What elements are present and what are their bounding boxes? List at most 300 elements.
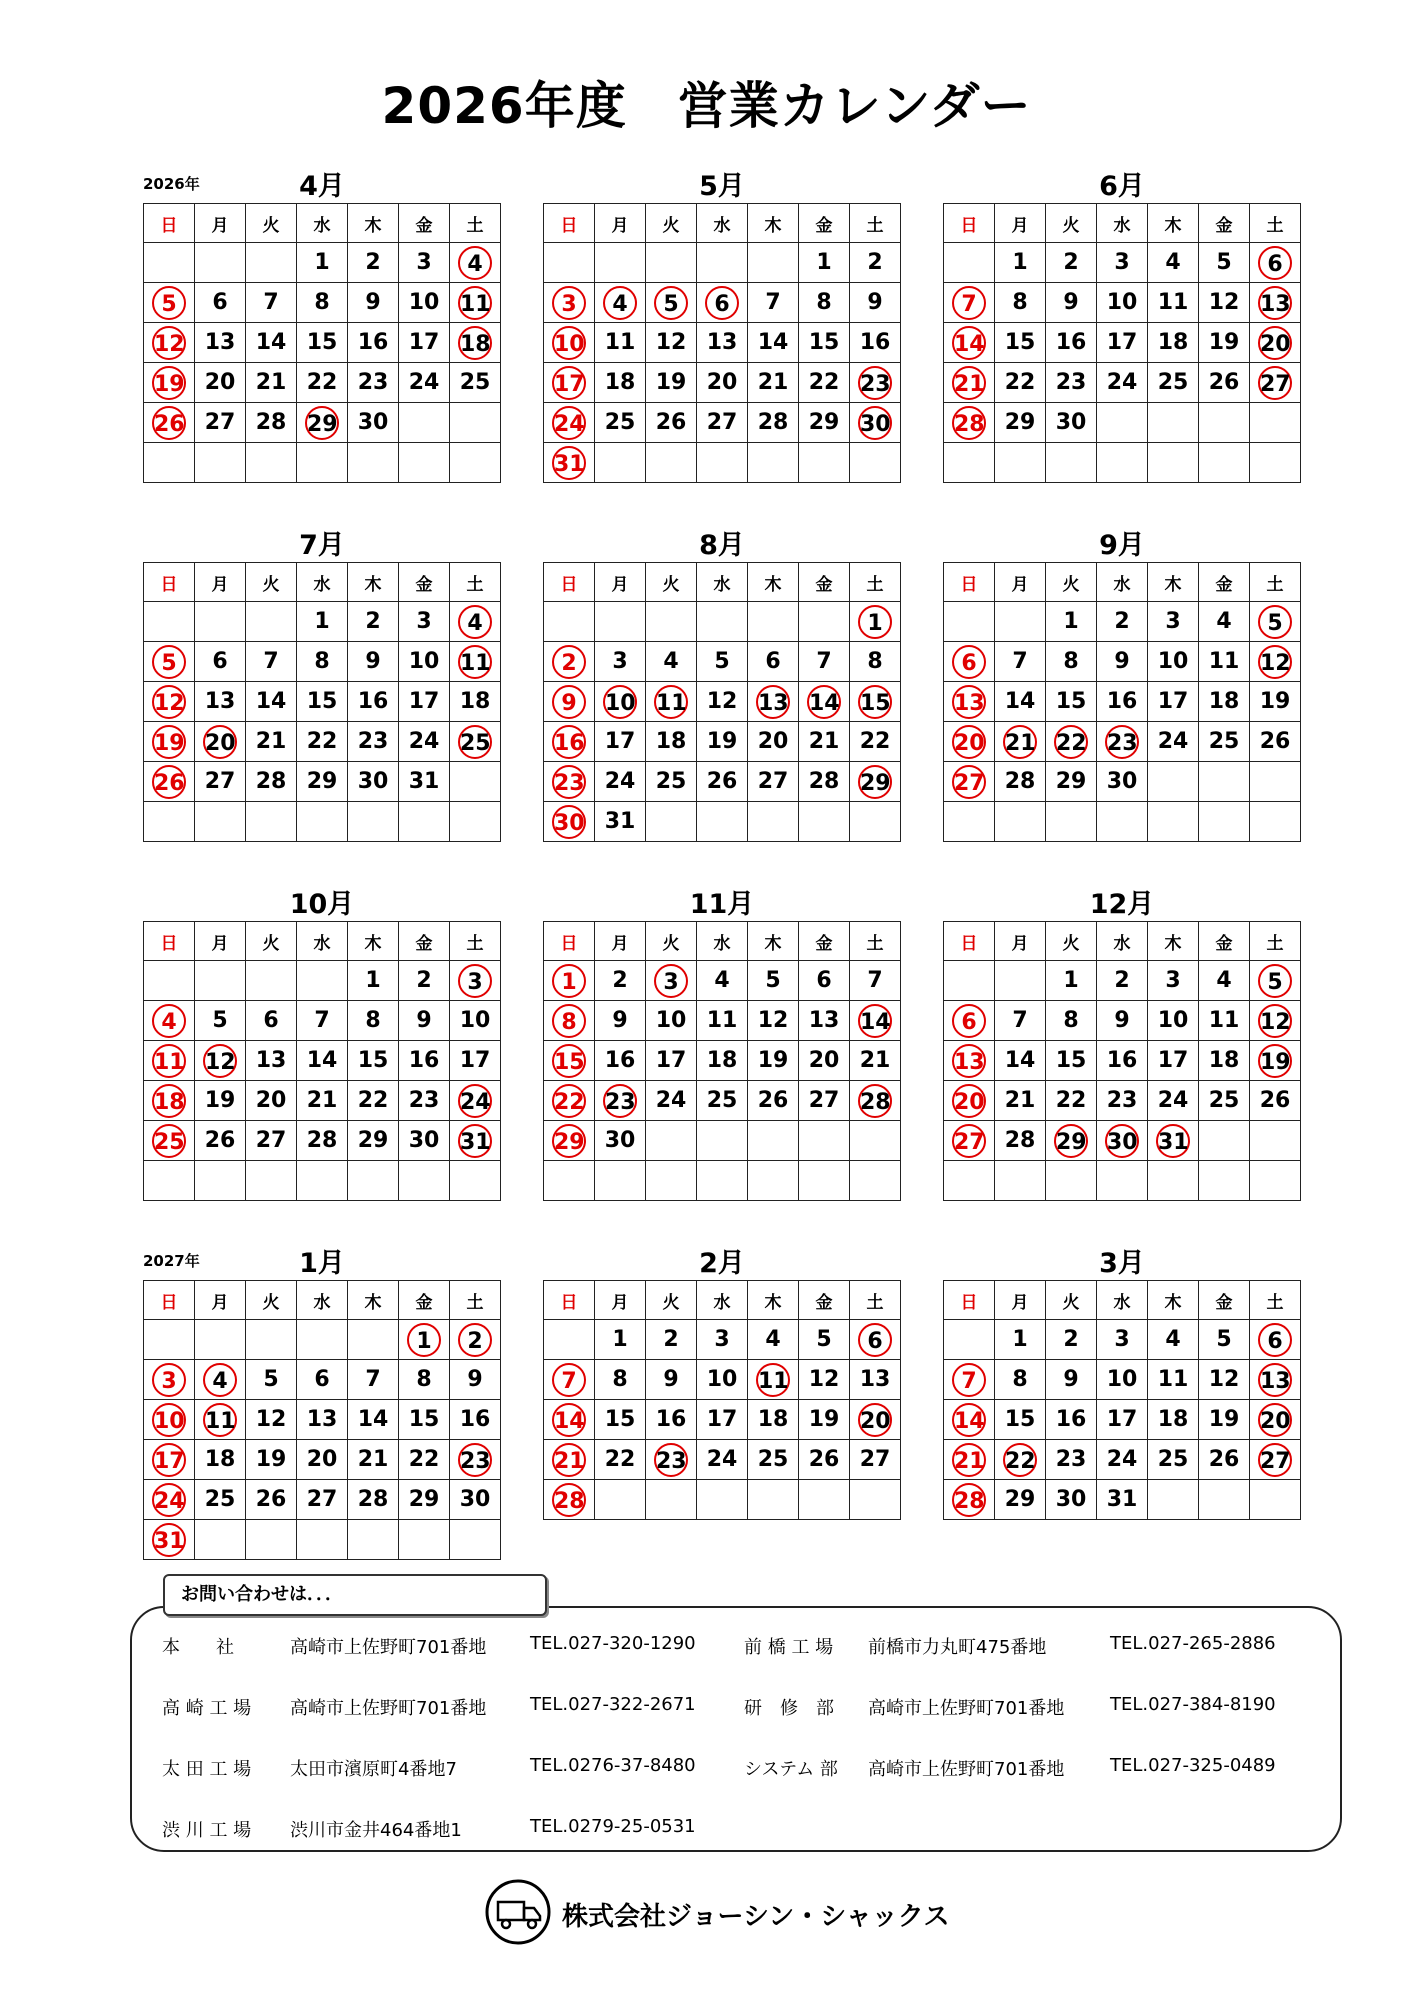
day-cell: 4	[646, 642, 697, 682]
empty-cell	[850, 1480, 901, 1520]
day-cell: 11	[1148, 283, 1199, 323]
day-cell	[748, 682, 799, 722]
weekday-header: 木	[348, 563, 399, 602]
month-calendar	[943, 171, 1301, 483]
day-cell: 26	[1199, 1440, 1250, 1480]
day-cell: 25	[195, 1480, 246, 1520]
day-cell: 27	[697, 403, 748, 443]
day-cell: 16	[595, 1041, 646, 1081]
day-cell: 12	[646, 323, 697, 363]
month-calendar	[543, 1248, 901, 1520]
week-row	[944, 1001, 1301, 1041]
weekday-header: 火	[1046, 1281, 1097, 1320]
day-cell: 21	[246, 722, 297, 762]
weekday-header: 火	[1046, 922, 1097, 961]
empty-cell	[646, 1480, 697, 1520]
day-cell: 26	[697, 762, 748, 802]
contact-tel: TEL.027-384-8190	[1110, 1694, 1276, 1715]
day-cell: 16	[1046, 323, 1097, 363]
empty-cell	[995, 602, 1046, 642]
weekday-header: 火	[246, 1281, 297, 1320]
holiday-marker: 2	[552, 645, 586, 679]
week-row	[144, 283, 501, 323]
day-cell	[646, 283, 697, 323]
weekday-header: 木	[748, 563, 799, 602]
weekday-header: 月	[595, 204, 646, 243]
week-row	[144, 1400, 501, 1440]
weekday-header: 月	[595, 563, 646, 602]
holiday-marker: 14	[807, 685, 841, 719]
day-cell: 21	[799, 722, 850, 762]
month-table	[143, 562, 501, 842]
weekday-header: 日	[944, 563, 995, 602]
weekday-header: 金	[399, 204, 450, 243]
day-cell: 26	[1199, 363, 1250, 403]
empty-cell	[1097, 403, 1148, 443]
holiday-marker: 5	[152, 286, 186, 320]
holiday-marker: 31	[152, 1523, 186, 1557]
empty-cell	[1250, 1161, 1301, 1201]
weekday-header: 日	[544, 204, 595, 243]
weekday-header: 土	[1250, 204, 1301, 243]
weekday-header: 土	[450, 1281, 501, 1320]
day-cell	[144, 762, 195, 802]
weekday-header: 金	[799, 922, 850, 961]
day-cell: 25	[1148, 1440, 1199, 1480]
day-cell: 20	[297, 1440, 348, 1480]
day-cell: 10	[646, 1001, 697, 1041]
empty-cell	[246, 1161, 297, 1201]
day-cell	[1250, 1360, 1301, 1400]
contact-tel: TEL.0276-37-8480	[530, 1755, 696, 1776]
day-cell	[144, 1440, 195, 1480]
week-row	[144, 1121, 501, 1161]
day-cell: 18	[646, 722, 697, 762]
empty-cell	[1250, 443, 1301, 483]
empty-cell	[144, 602, 195, 642]
empty-cell	[748, 1480, 799, 1520]
empty-cell	[995, 443, 1046, 483]
empty-cell	[399, 403, 450, 443]
day-cell: 8	[995, 283, 1046, 323]
holiday-marker: 23	[654, 1443, 688, 1477]
day-cell	[144, 722, 195, 762]
holiday-marker: 23	[458, 1443, 492, 1477]
empty-cell	[348, 802, 399, 842]
holiday-marker: 4	[152, 1004, 186, 1038]
day-cell	[995, 1440, 1046, 1480]
month-label: 1月	[299, 1248, 345, 1279]
day-cell: 16	[1097, 1041, 1148, 1081]
holiday-marker: 25	[152, 1124, 186, 1158]
day-cell: 22	[348, 1081, 399, 1121]
day-cell: 28	[246, 762, 297, 802]
day-cell	[144, 1480, 195, 1520]
day-cell: 28	[995, 762, 1046, 802]
day-cell: 19	[748, 1041, 799, 1081]
week-row	[944, 243, 1301, 283]
day-cell: 1	[1046, 961, 1097, 1001]
week-row	[544, 1041, 901, 1081]
day-cell: 24	[1097, 363, 1148, 403]
company-logo-icon	[484, 1878, 552, 1946]
day-cell: 30	[450, 1480, 501, 1520]
day-cell: 5	[195, 1001, 246, 1041]
holiday-marker: 19	[152, 366, 186, 400]
holiday-marker: 21	[952, 1443, 986, 1477]
empty-cell	[595, 602, 646, 642]
day-cell	[944, 1081, 995, 1121]
day-cell: 19	[646, 363, 697, 403]
day-cell: 17	[595, 722, 646, 762]
contact-addr: 高崎市上佐野町701番地	[290, 1637, 487, 1658]
contact-name: 渋 川 工 場	[162, 1820, 252, 1841]
contact-name: 研 修 部	[744, 1698, 834, 1719]
day-cell: 2	[1097, 961, 1148, 1001]
day-cell: 19	[697, 722, 748, 762]
holiday-marker: 24	[458, 1084, 492, 1118]
week-row	[144, 1081, 501, 1121]
day-cell: 28	[995, 1121, 1046, 1161]
holiday-marker: 11	[756, 1363, 790, 1397]
day-cell: 23	[1046, 1440, 1097, 1480]
month-label: 8月	[699, 530, 745, 561]
day-cell	[544, 1081, 595, 1121]
day-cell	[544, 443, 595, 483]
empty-cell	[544, 243, 595, 283]
contact-addr: 高崎市上佐野町701番地	[868, 1698, 1065, 1719]
day-cell	[144, 1520, 195, 1560]
week-row	[144, 1360, 501, 1400]
day-cell: 24	[1097, 1440, 1148, 1480]
day-cell: 27	[246, 1121, 297, 1161]
empty-cell	[399, 802, 450, 842]
day-cell: 25	[1199, 1081, 1250, 1121]
day-cell: 17	[399, 682, 450, 722]
empty-cell	[144, 961, 195, 1001]
week-row	[144, 1440, 501, 1480]
holiday-marker: 11	[458, 645, 492, 679]
weekday-header: 日	[144, 1281, 195, 1320]
holiday-marker: 4	[203, 1363, 237, 1397]
month-label: 5月	[699, 171, 745, 202]
week-row	[544, 682, 901, 722]
day-cell	[1250, 1001, 1301, 1041]
holiday-marker: 20	[203, 725, 237, 759]
holiday-marker: 5	[654, 286, 688, 320]
day-cell: 12	[1199, 1360, 1250, 1400]
holiday-marker: 23	[552, 765, 586, 799]
day-cell	[1046, 722, 1097, 762]
day-cell: 16	[850, 323, 901, 363]
month-calendar	[543, 171, 901, 483]
day-cell: 30	[1046, 1480, 1097, 1520]
day-cell: 21	[850, 1041, 901, 1081]
day-cell	[1250, 1440, 1301, 1480]
day-cell	[850, 1001, 901, 1041]
empty-cell	[799, 1161, 850, 1201]
day-cell	[144, 1081, 195, 1121]
day-cell: 22	[297, 722, 348, 762]
empty-cell	[144, 243, 195, 283]
contact-tel: TEL.027-320-1290	[530, 1633, 696, 1654]
week-row	[144, 1480, 501, 1520]
day-cell: 21	[995, 1081, 1046, 1121]
day-cell	[450, 602, 501, 642]
weekday-header: 火	[646, 204, 697, 243]
day-cell: 4	[1199, 602, 1250, 642]
day-cell: 18	[697, 1041, 748, 1081]
empty-cell	[195, 1320, 246, 1360]
day-cell: 9	[399, 1001, 450, 1041]
holiday-marker: 27	[1258, 366, 1292, 400]
year-label: 2027年	[143, 1252, 200, 1270]
day-cell: 29	[399, 1480, 450, 1520]
holiday-marker: 19	[1258, 1044, 1292, 1078]
day-cell: 22	[297, 363, 348, 403]
empty-cell	[1046, 1161, 1097, 1201]
empty-cell	[1199, 443, 1250, 483]
day-cell: 16	[348, 323, 399, 363]
empty-cell	[799, 802, 850, 842]
day-cell: 10	[450, 1001, 501, 1041]
day-cell	[944, 682, 995, 722]
empty-cell	[646, 243, 697, 283]
empty-cell	[1199, 1480, 1250, 1520]
empty-cell	[850, 1161, 901, 1201]
day-cell: 27	[297, 1480, 348, 1520]
holiday-marker: 9	[552, 685, 586, 719]
weekday-header: 水	[697, 1281, 748, 1320]
week-row	[144, 642, 501, 682]
day-cell: 12	[799, 1360, 850, 1400]
day-cell	[944, 403, 995, 443]
day-cell: 15	[1046, 682, 1097, 722]
day-cell: 17	[646, 1041, 697, 1081]
weekday-header: 土	[850, 204, 901, 243]
weekday-header: 金	[1199, 922, 1250, 961]
week-row	[544, 1400, 901, 1440]
holiday-marker: 28	[858, 1084, 892, 1118]
contact-addr: 前橋市力丸町475番地	[868, 1637, 1047, 1658]
empty-cell	[144, 1320, 195, 1360]
day-cell: 8	[995, 1360, 1046, 1400]
day-cell	[450, 323, 501, 363]
weekday-header: 木	[1148, 922, 1199, 961]
day-cell: 21	[748, 363, 799, 403]
holiday-marker: 6	[1258, 1323, 1292, 1357]
empty-cell	[748, 1121, 799, 1161]
day-cell	[544, 642, 595, 682]
day-cell	[850, 1400, 901, 1440]
day-cell	[850, 1081, 901, 1121]
holiday-marker: 31	[1156, 1124, 1190, 1158]
holiday-marker: 23	[1105, 725, 1139, 759]
week-row	[144, 243, 501, 283]
empty-cell	[348, 443, 399, 483]
month-calendar	[943, 1248, 1301, 1520]
empty-cell	[697, 802, 748, 842]
weekday-header: 金	[1199, 1281, 1250, 1320]
holiday-marker: 13	[952, 685, 986, 719]
week-row	[544, 363, 901, 403]
month-calendar	[143, 171, 501, 483]
holiday-marker: 25	[458, 725, 492, 759]
day-cell: 2	[348, 243, 399, 283]
day-cell: 8	[850, 642, 901, 682]
day-cell: 6	[246, 1001, 297, 1041]
day-cell	[195, 1360, 246, 1400]
holiday-marker: 26	[152, 406, 186, 440]
day-cell	[1250, 1400, 1301, 1440]
day-cell	[544, 961, 595, 1001]
holiday-marker: 1	[858, 605, 892, 639]
holiday-marker: 3	[552, 286, 586, 320]
empty-cell	[246, 443, 297, 483]
day-cell: 16	[646, 1400, 697, 1440]
week-row	[544, 1081, 901, 1121]
day-cell: 17	[1097, 323, 1148, 363]
day-cell: 16	[399, 1041, 450, 1081]
holiday-marker: 20	[952, 1084, 986, 1118]
holiday-marker: 22	[1003, 1443, 1037, 1477]
day-cell: 15	[297, 323, 348, 363]
week-row	[544, 1001, 901, 1041]
holiday-marker: 21	[1003, 725, 1037, 759]
day-cell	[399, 1320, 450, 1360]
holiday-marker: 21	[552, 1443, 586, 1477]
empty-cell	[595, 443, 646, 483]
empty-cell	[748, 802, 799, 842]
empty-cell	[450, 443, 501, 483]
holiday-marker: 20	[1258, 1403, 1292, 1437]
day-cell: 18	[1199, 1041, 1250, 1081]
weekday-header: 日	[144, 204, 195, 243]
day-cell	[144, 1001, 195, 1041]
weekday-header: 水	[297, 204, 348, 243]
holiday-marker: 11	[152, 1044, 186, 1078]
month-label: 11月	[689, 889, 755, 920]
day-cell: 11	[697, 1001, 748, 1041]
day-cell: 15	[595, 1400, 646, 1440]
weekday-header: 水	[297, 922, 348, 961]
day-cell: 19	[1199, 1400, 1250, 1440]
day-cell: 18	[195, 1440, 246, 1480]
day-cell: 29	[1046, 762, 1097, 802]
empty-cell	[748, 443, 799, 483]
month-calendar	[143, 1248, 501, 1560]
weekday-header: 水	[697, 563, 748, 602]
empty-cell	[1199, 1161, 1250, 1201]
empty-cell	[850, 1121, 901, 1161]
empty-cell	[1148, 403, 1199, 443]
empty-cell	[799, 443, 850, 483]
day-cell: 25	[646, 762, 697, 802]
day-cell: 5	[1199, 1320, 1250, 1360]
holiday-marker: 11	[458, 286, 492, 320]
empty-cell	[646, 602, 697, 642]
day-cell: 7	[995, 1001, 1046, 1041]
day-cell: 12	[697, 682, 748, 722]
day-cell	[1250, 1320, 1301, 1360]
week-row	[944, 1041, 1301, 1081]
empty-cell	[246, 602, 297, 642]
day-cell	[450, 283, 501, 323]
day-cell: 18	[748, 1400, 799, 1440]
month-label: 2月	[699, 1248, 745, 1279]
month-label: 4月	[299, 171, 345, 202]
day-cell: 26	[646, 403, 697, 443]
day-cell	[144, 323, 195, 363]
holiday-marker: 14	[858, 1004, 892, 1038]
day-cell	[544, 1360, 595, 1400]
day-cell: 7	[850, 961, 901, 1001]
holiday-marker: 28	[952, 406, 986, 440]
day-cell: 28	[799, 762, 850, 802]
holiday-marker: 29	[1054, 1124, 1088, 1158]
day-cell	[646, 961, 697, 1001]
holiday-marker: 30	[858, 406, 892, 440]
week-row	[944, 642, 1301, 682]
empty-cell	[1250, 1121, 1301, 1161]
empty-cell	[1199, 1121, 1250, 1161]
day-cell	[1046, 1121, 1097, 1161]
day-cell: 25	[748, 1440, 799, 1480]
day-cell: 13	[195, 682, 246, 722]
day-cell: 14	[297, 1041, 348, 1081]
holiday-marker: 3	[152, 1363, 186, 1397]
empty-cell	[595, 1480, 646, 1520]
empty-cell	[944, 443, 995, 483]
empty-cell	[799, 1480, 850, 1520]
day-cell: 26	[748, 1081, 799, 1121]
day-cell: 14	[995, 1041, 1046, 1081]
week-row	[944, 1440, 1301, 1480]
weekday-header: 火	[246, 563, 297, 602]
week-row	[944, 762, 1301, 802]
week-row	[944, 722, 1301, 762]
holiday-marker: 4	[458, 605, 492, 639]
day-cell: 19	[799, 1400, 850, 1440]
holiday-marker: 23	[603, 1084, 637, 1118]
day-cell: 18	[450, 682, 501, 722]
holiday-marker: 27	[952, 1124, 986, 1158]
week-row	[144, 602, 501, 642]
day-cell	[450, 1440, 501, 1480]
week-row	[144, 403, 501, 443]
empty-cell	[595, 243, 646, 283]
day-cell: 8	[1046, 1001, 1097, 1041]
empty-cell	[697, 443, 748, 483]
day-cell: 9	[646, 1360, 697, 1400]
empty-cell	[850, 802, 901, 842]
day-cell	[544, 1041, 595, 1081]
day-cell	[544, 762, 595, 802]
day-cell: 9	[348, 283, 399, 323]
holiday-marker: 10	[152, 1403, 186, 1437]
day-cell: 17	[697, 1400, 748, 1440]
weekday-header: 火	[646, 1281, 697, 1320]
weekday-header: 月	[195, 204, 246, 243]
week-row	[544, 1480, 901, 1520]
day-cell: 10	[697, 1360, 748, 1400]
empty-cell	[1097, 443, 1148, 483]
day-cell: 6	[195, 642, 246, 682]
weekday-header: 木	[348, 1281, 399, 1320]
day-cell	[144, 403, 195, 443]
week-row	[944, 1320, 1301, 1360]
day-cell: 6	[195, 283, 246, 323]
